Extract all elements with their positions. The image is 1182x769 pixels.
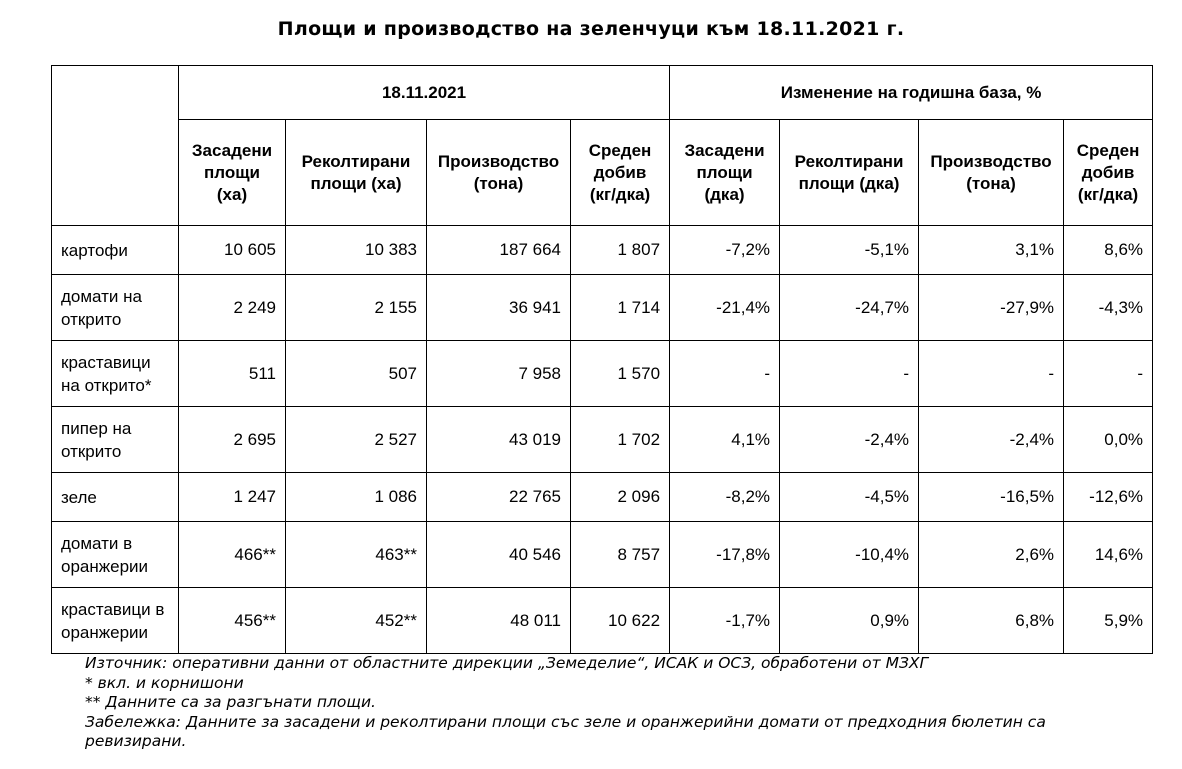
table-row: [52, 588, 1153, 654]
table-cell: 1 807: [571, 226, 670, 275]
source-note: Източник: оперативни данни от областните дирекции „Земеделие“, ИСАК и ОСЗ, обработени от МЗХГ: [85, 654, 929, 672]
group-header-change: Изменение на годишна база, %: [670, 66, 1153, 120]
table-cell: 2 096: [571, 473, 670, 522]
table-cell: 40 546: [427, 522, 571, 588]
col-header: Засадени площи (дка): [670, 120, 780, 226]
table-row: [52, 473, 1153, 522]
table-cell: 36 941: [427, 275, 571, 341]
table-cell: -8,2%: [670, 473, 780, 522]
table-cell: -4,5%: [780, 473, 919, 522]
table-cell: 1 702: [571, 407, 670, 473]
table-cell: 452**: [286, 588, 427, 654]
table-cell: 1 247: [179, 473, 286, 522]
table-cell: 10 622: [571, 588, 670, 654]
table-cell: 1 086: [286, 473, 427, 522]
table-cell: -17,8%: [670, 522, 780, 588]
table-cell: -2,4%: [780, 407, 919, 473]
table-cell: 466**: [179, 522, 286, 588]
table-cell: -24,7%: [780, 275, 919, 341]
table-cell: 3,1%: [919, 226, 1064, 275]
table-cell: -2,4%: [919, 407, 1064, 473]
row-label: краставици в оранжерии: [52, 588, 179, 654]
table-cell: 0,0%: [1064, 407, 1153, 473]
table-cell: -16,5%: [919, 473, 1064, 522]
col-header: Реколтирани площи (дка): [780, 120, 919, 226]
table-cell: -27,9%: [919, 275, 1064, 341]
table-cell: 2 249: [179, 275, 286, 341]
table-cell: -21,4%: [670, 275, 780, 341]
table-cell: 10 605: [179, 226, 286, 275]
table-cell: 43 019: [427, 407, 571, 473]
table-cell: 7 958: [427, 341, 571, 407]
table-cell: 511: [179, 341, 286, 407]
table-cell: 0,9%: [780, 588, 919, 654]
footnote-1: * вкл. и корнишони: [85, 673, 244, 692]
table-cell: 1 570: [571, 341, 670, 407]
table-row: [52, 407, 1153, 473]
table-cell: 4,1%: [670, 407, 780, 473]
table-cell: -: [670, 341, 780, 407]
corner-cell: [52, 66, 179, 226]
col-header: Реколтирани площи (ха): [286, 120, 427, 226]
table-cell: 2 155: [286, 275, 427, 341]
col-header: Среден добив (кг/дка): [1064, 120, 1153, 226]
table-cell: -1,7%: [670, 588, 780, 654]
table-cell: 2 527: [286, 407, 427, 473]
footnotes: [85, 654, 1145, 752]
table-cell: 22 765: [427, 473, 571, 522]
table-cell: 456**: [179, 588, 286, 654]
col-header: Засадени площи (ха): [179, 120, 286, 226]
group-header-date: 18.11.2021: [179, 66, 670, 120]
table-cell: 5,9%: [1064, 588, 1153, 654]
table-row: [52, 226, 1153, 275]
table-cell: 6,8%: [919, 588, 1064, 654]
table-cell: 48 011: [427, 588, 571, 654]
table-cell: -4,3%: [1064, 275, 1153, 341]
table-row: [52, 275, 1153, 341]
page-title: Площи и производство на зеленчуци към 18.11.2021 г.: [277, 18, 905, 40]
row-label: пипер на открито: [52, 407, 179, 473]
table-cell: 14,6%: [1064, 522, 1153, 588]
table-cell: 187 664: [427, 226, 571, 275]
row-label: домати в оранжерии: [52, 522, 179, 588]
col-header: Производство (тона): [919, 120, 1064, 226]
col-header: Среден добив (кг/дка): [571, 120, 670, 226]
table-cell: -: [1064, 341, 1153, 407]
table-cell: -: [780, 341, 919, 407]
table-row: [52, 341, 1153, 407]
table-cell: 8 757: [571, 522, 670, 588]
table-row: [52, 522, 1153, 588]
table-cell: 2,6%: [919, 522, 1064, 588]
table-cell: -: [919, 341, 1064, 407]
table-cell: -5,1%: [780, 226, 919, 275]
table-cell: 10 383: [286, 226, 427, 275]
table-cell: 463**: [286, 522, 427, 588]
remark-note: Забележка: Данните за засадени и реколтирани площи със зеле и оранжерийни домати от предходния бюлетин са ревизирани.: [85, 712, 1046, 750]
table-cell: 1 714: [571, 275, 670, 341]
row-label: домати на открито: [52, 275, 179, 341]
table-cell: -10,4%: [780, 522, 919, 588]
col-header: Производство (тона): [427, 120, 571, 226]
table-cell: 507: [286, 341, 427, 407]
vegetables-table: [51, 65, 1153, 654]
row-label: краставици на открито*: [52, 341, 179, 407]
row-label: картофи: [52, 226, 179, 275]
table-cell: 2 695: [179, 407, 286, 473]
table-cell: -12,6%: [1064, 473, 1153, 522]
table-cell: -7,2%: [670, 226, 780, 275]
table-cell: 8,6%: [1064, 226, 1153, 275]
footnote-2: ** Данните са за разгънати площи.: [85, 693, 376, 711]
row-label: зеле: [52, 473, 179, 522]
